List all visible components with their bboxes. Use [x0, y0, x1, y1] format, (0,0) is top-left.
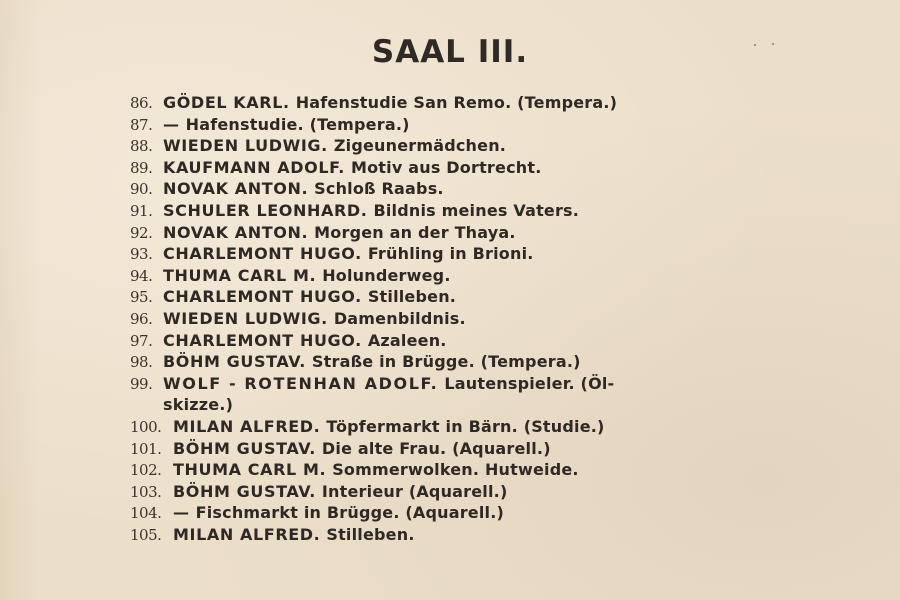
- entry-work: Hafenstudie. (Tempera.): [185, 114, 410, 134]
- entry-number: 90.: [130, 180, 153, 199]
- entry-work-continued: skizze.): [163, 395, 234, 415]
- catalog-entry: [130, 438, 790, 460]
- entry-artist: WIEDEN LUDWIG.: [163, 136, 328, 156]
- catalog-entry: [130, 222, 790, 244]
- catalog-entry: [130, 265, 790, 287]
- entry-number: 98.: [130, 353, 153, 372]
- entry-number: 97.: [130, 331, 153, 350]
- entry-number: 89.: [130, 158, 153, 177]
- entry-number: 96.: [130, 309, 153, 328]
- entry-number: 91.: [130, 201, 153, 220]
- entry-work: Motiv aus Dortrecht.: [350, 157, 542, 177]
- catalog-entry: [130, 373, 790, 416]
- entry-work: Die alte Frau. (Aquarell.): [321, 438, 551, 458]
- catalog-entry: [130, 481, 790, 503]
- entry-work: Holunderweg.: [322, 265, 451, 285]
- entry-work: Lautenspieler. (Öl-: [444, 373, 615, 393]
- entry-work: Bildnis meines Vaters.: [373, 200, 580, 220]
- entry-number: 99.: [130, 374, 153, 393]
- entry-work: Damenbildnis.: [333, 308, 466, 328]
- entry-number: 92.: [130, 223, 153, 242]
- entry-artist: MILAN ALFRED.: [173, 416, 321, 436]
- catalog-entry: [130, 502, 790, 524]
- entry-artist: GÖDEL KARL.: [163, 93, 290, 112]
- entry-number: 86.: [130, 94, 153, 112]
- entry-work: Hafenstudie San Remo. (Tempera.): [295, 93, 618, 112]
- catalog-entry: [130, 135, 790, 157]
- entry-work: Frühling in Brioni.: [367, 244, 534, 264]
- catalog-entry: [130, 524, 790, 546]
- catalog-entry: [130, 157, 790, 179]
- entry-artist: WOLF - ROTENHAN ADOLF.: [163, 373, 439, 393]
- entry-artist: THUMA CARL M.: [173, 460, 327, 480]
- entry-number: 87.: [130, 115, 153, 134]
- catalog-entry: [130, 459, 790, 481]
- entry-work: Interieur (Aquarell.): [321, 481, 508, 501]
- entry-artist: WIEDEN LUDWIG.: [163, 308, 328, 328]
- entry-artist: THUMA CARL M.: [163, 265, 317, 285]
- catalog-entry: [130, 351, 790, 373]
- entry-number: 95.: [130, 288, 153, 307]
- entry-work: Zigeunermädchen.: [333, 136, 507, 156]
- catalog-entry: [130, 286, 790, 308]
- entry-artist: BÖHM GUSTAV.: [173, 438, 316, 458]
- entry-artist: —: [163, 114, 180, 134]
- entry-number: 94.: [130, 266, 153, 285]
- entry-work: Straße in Brügge. (Tempera.): [311, 352, 581, 372]
- entry-number: 105.: [130, 525, 162, 544]
- entry-artist: NOVAK ANTON.: [163, 179, 309, 199]
- entry-work: Töpfermarkt in Bärn. (Studie.): [326, 416, 605, 436]
- entry-artist: KAUFMANN ADOLF.: [163, 157, 345, 177]
- entry-artist: BÖHM GUSTAV.: [173, 481, 316, 501]
- entry-artist: CHARLEMONT HUGO.: [163, 287, 362, 307]
- entry-number: 100.: [130, 417, 162, 436]
- entry-number: 88.: [130, 137, 153, 156]
- entry-work: Sommerwolken. Hutweide.: [332, 460, 579, 480]
- entry-artist: CHARLEMONT HUGO.: [163, 244, 362, 264]
- catalog-entry: [130, 243, 790, 265]
- entry-artist: NOVAK ANTON.: [163, 222, 309, 242]
- entry-work: Morgen an der Thaya.: [314, 222, 516, 242]
- entry-number: 101.: [130, 439, 162, 458]
- entry-work: Stilleben.: [367, 287, 457, 307]
- page-title: SAAL III.: [371, 34, 529, 70]
- entry-number: 103.: [130, 482, 162, 501]
- catalog-list: [130, 92, 790, 545]
- entry-artist: CHARLEMONT HUGO.: [163, 330, 362, 350]
- catalog-entry: [130, 92, 790, 114]
- entry-work: Azaleen.: [367, 330, 447, 350]
- entry-artist: SCHULER LEONHARD.: [163, 200, 368, 220]
- entry-number: 104.: [130, 504, 162, 523]
- catalog-entry: [130, 114, 790, 136]
- entry-artist: MILAN ALFRED.: [173, 524, 321, 544]
- entry-number: 93.: [130, 245, 153, 264]
- entry-work: Schloß Raabs.: [314, 179, 444, 199]
- entry-work: Stilleben.: [326, 524, 415, 544]
- entry-artist: —: [173, 503, 190, 523]
- catalog-entry: [130, 330, 790, 352]
- catalog-entry: [130, 200, 790, 222]
- catalog-entry: [130, 308, 790, 330]
- catalog-entry: [130, 416, 790, 438]
- catalog-entry: [130, 178, 790, 200]
- entry-artist: BÖHM GUSTAV.: [163, 352, 306, 372]
- entry-number: 102.: [130, 461, 162, 480]
- entry-work: Fischmarkt in Brügge. (Aquarell.): [195, 503, 505, 523]
